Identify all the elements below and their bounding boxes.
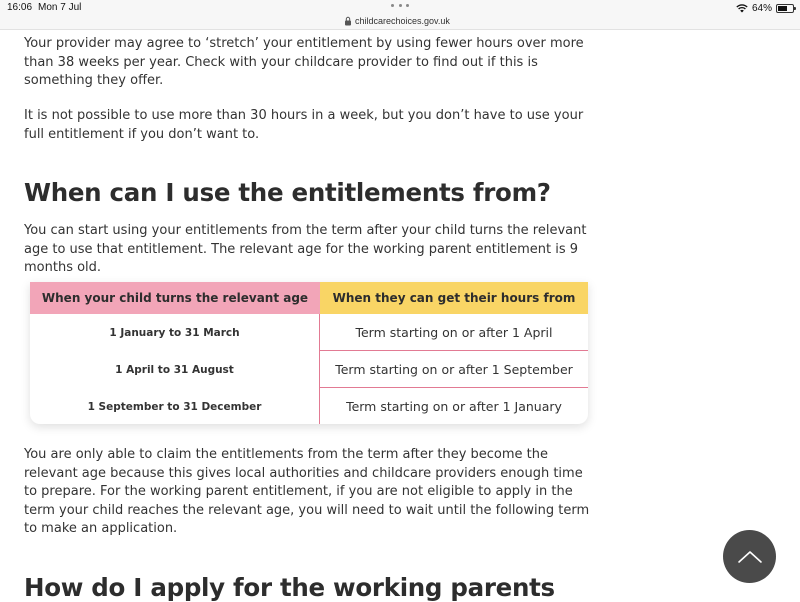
paragraph-30-hours: It is not possible to use more than 30 hours in a week, but you don’t have to use your full entitlement if you don’t want to. <box>24 108 584 142</box>
table-header-cell: When they can get their hours from <box>320 282 588 314</box>
scroll-to-top-button[interactable] <box>723 530 776 583</box>
heading-how-do-i-apply: How do I apply for the working parents <box>24 573 555 602</box>
table-row <box>30 351 588 388</box>
status-time: 16:06 <box>7 2 33 13</box>
table-row <box>30 388 588 424</box>
lock-icon <box>344 16 352 26</box>
status-indicators <box>736 2 794 14</box>
paragraph-claim: You are only able to claim the entitlements from the term after they become the relevant age because this gives local authorities and childcare providers enough time to prepare. For the working parent entitlement, if you are not eligible to apply in the term your child reaches the relevant age, you will need to wait until the following term to make an application. <box>24 447 590 536</box>
battery-percent: 64% <box>751 2 772 14</box>
url-text: childcarechoices.gov.uk <box>355 16 450 26</box>
table-cell: 1 January to 31 March <box>30 314 320 351</box>
paragraph-stretch: Your provider may agree to ‘stretch’ your entitlement by using fewer hours over more than 38 weeks per year. Check with your childcare provider to find out if this is something they offer. <box>24 36 584 88</box>
status-date: Mon 7 Jul <box>38 2 82 13</box>
table-cell: Term starting on or after 1 September <box>320 351 588 388</box>
table-cell: Term starting on or after 1 April <box>320 314 588 351</box>
table-header <box>30 282 588 314</box>
address-bar[interactable] <box>344 14 459 28</box>
entitlement-table <box>30 282 588 424</box>
status-bar <box>0 0 800 30</box>
table-cell: 1 April to 31 August <box>30 351 320 388</box>
multitasking-dots-icon[interactable] <box>391 4 409 8</box>
table-cell: Term starting on or after 1 January <box>346 399 562 414</box>
wifi-icon <box>736 4 748 13</box>
table-header-cell: When your child turns the relevant age <box>30 282 320 314</box>
chevron-up-icon <box>737 549 763 565</box>
heading-when-can-i-use: When can I use the entitlements from? <box>24 178 551 207</box>
paragraph-start-using: You can start using your entitlements from the term after your child turns the relevant age to use that entitlement. The relevant age for the working parent entitlement is 9 months old. <box>24 223 587 275</box>
table-cell: 1 September to 31 December <box>30 388 320 424</box>
table-row <box>30 314 588 351</box>
battery-icon <box>776 4 794 13</box>
